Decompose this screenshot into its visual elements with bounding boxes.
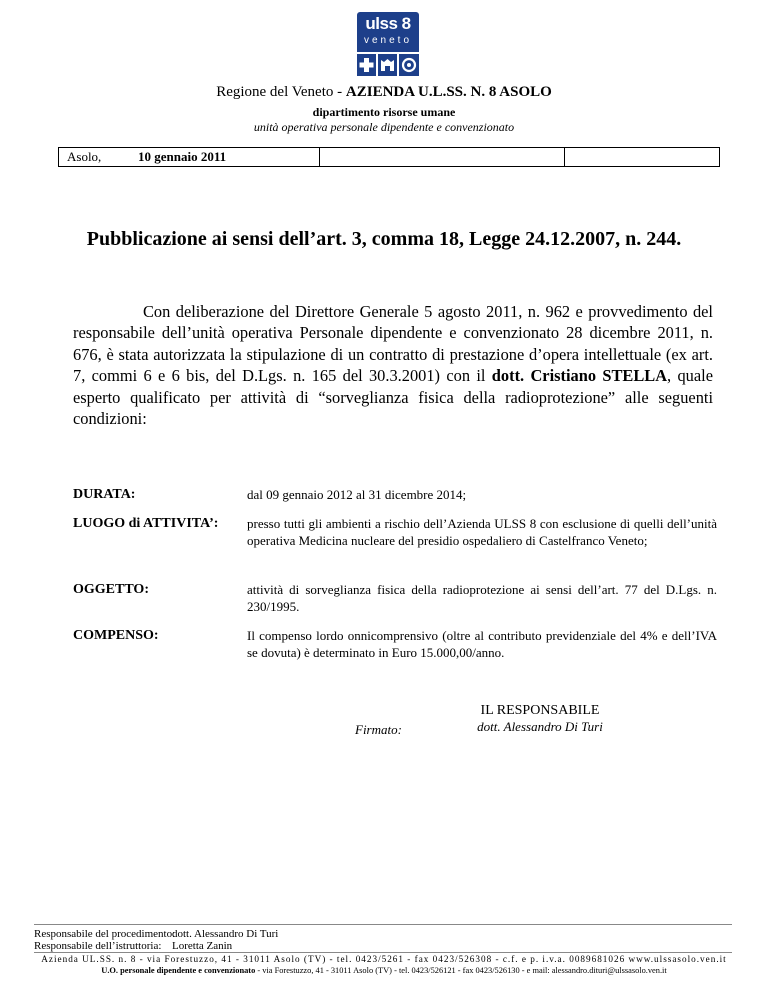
label-istruttoria: Responsabile dell’istruttoria: (34, 940, 162, 952)
footer-unit-details: - via Forestuzzo, 41 - 31011 Asolo (TV) - tel. 0423/526121 - fax 0423/526130 - e mail: alessandro.dituri@ulssasolo.ven.it (255, 966, 667, 975)
footer-unit-contact (0, 966, 768, 975)
date-row-divider (564, 148, 565, 166)
value-procedimento: dott. Alessandro Di Turi (172, 928, 279, 940)
footer-unit-name: U.O. personale dipendente e convenzionato (101, 966, 256, 975)
date-value: 10 gennaio 2011 (138, 149, 227, 164)
value-istruttoria: Loretta Zanin (172, 940, 233, 952)
date-row (58, 147, 720, 167)
department-line: dipartimento risorse umane (312, 105, 456, 119)
body-part2: , quale esperto qualificato per attività di “sorveglianza fisica della radioprotezione” alle seguenti condizioni: (73, 366, 713, 429)
logo-region: veneto (363, 35, 413, 46)
condition-value: attività di sorveglianza fisica della radioprotezione ai sensi dell’art. 77 del D.Lgs. n. 230/1995. (247, 582, 717, 614)
org-prefix: Regione del Veneto - (216, 84, 346, 100)
unit-line: unità operativa personale dipendente e convenzionato (253, 120, 515, 134)
date-place: Asolo, (67, 149, 102, 164)
signed-label: Firmato: (355, 722, 402, 737)
footer-labels (34, 928, 175, 952)
footer-address: Azienda UL.SS. n. 8 - via Forestuzzo, 41 - 31011 Asolo (TV) - tel. 0423/5261 - fax 0423/526308 - c.f. e p. i.v.a. 0089681026 www.ulssasolo.ven.it (41, 954, 727, 964)
body-part1: Con deliberazione del Direttore Generale 5 agosto 2011, n. 962 e provvedimento del responsabile dell’unità operativa Personale dipendente e convenzionato 28 dicembre 2011, n. 676, è stata autorizzata la stipulazione di un contratto di prestazione d’opera intellettuale (ex art. 7, commi 6 e 6 bis, del D.Lgs. n. 165 del 30.3.2001) con il (73, 302, 713, 386)
label-procedimento: Responsabile del procedimento: (34, 928, 176, 940)
condition-value: Il compenso lordo onnicomprensivo (oltre al contributo previdenziale del 4% e dell’IVA se dovuta) è determinato in Euro 15.000,00/anno. (247, 628, 717, 660)
condition-label: LUOGO di ATTIVITA’: (73, 516, 219, 531)
signatory-title: IL RESPONSABILE (480, 703, 600, 718)
footer-values (172, 928, 278, 952)
condition-label: COMPENSO: (73, 628, 159, 643)
logo-word: ulss 8 (365, 14, 411, 33)
ulss8-logo (357, 12, 419, 78)
condition-value: presso tutti gli ambienti a rischio dell’Azienda ULSS 8 con esclusione di quelli dell’unità operativa Medicina nucleare del presidio ospedaliero di Castelfranco Veneto; (247, 516, 717, 548)
body-paragraph (73, 301, 713, 429)
signatory-name: dott. Alessandro Di Turi (477, 719, 603, 734)
building-icon (378, 54, 397, 76)
footer-divider (34, 924, 732, 925)
organization-heading (0, 84, 768, 101)
date-row-divider (319, 148, 320, 166)
cross-icon (357, 54, 376, 76)
condition-value: dal 09 gennaio 2012 al 31 dicembre 2014; (247, 487, 467, 502)
logo-banner (357, 12, 419, 52)
document-title: Pubblicazione ai sensi dell’art. 3, comma 18, Legge 24.12.2007, n. 244. (86, 228, 682, 250)
logo-icons (357, 54, 419, 76)
org-name: AZIENDA U.L.SS. N. 8 ASOLO (345, 84, 552, 100)
swirl-icon (399, 54, 419, 76)
body-person: dott. Cristiano STELLA (491, 366, 668, 386)
condition-label: DURATA: (73, 487, 136, 502)
footer-divider (34, 952, 732, 953)
condition-label: OGGETTO: (73, 582, 149, 597)
